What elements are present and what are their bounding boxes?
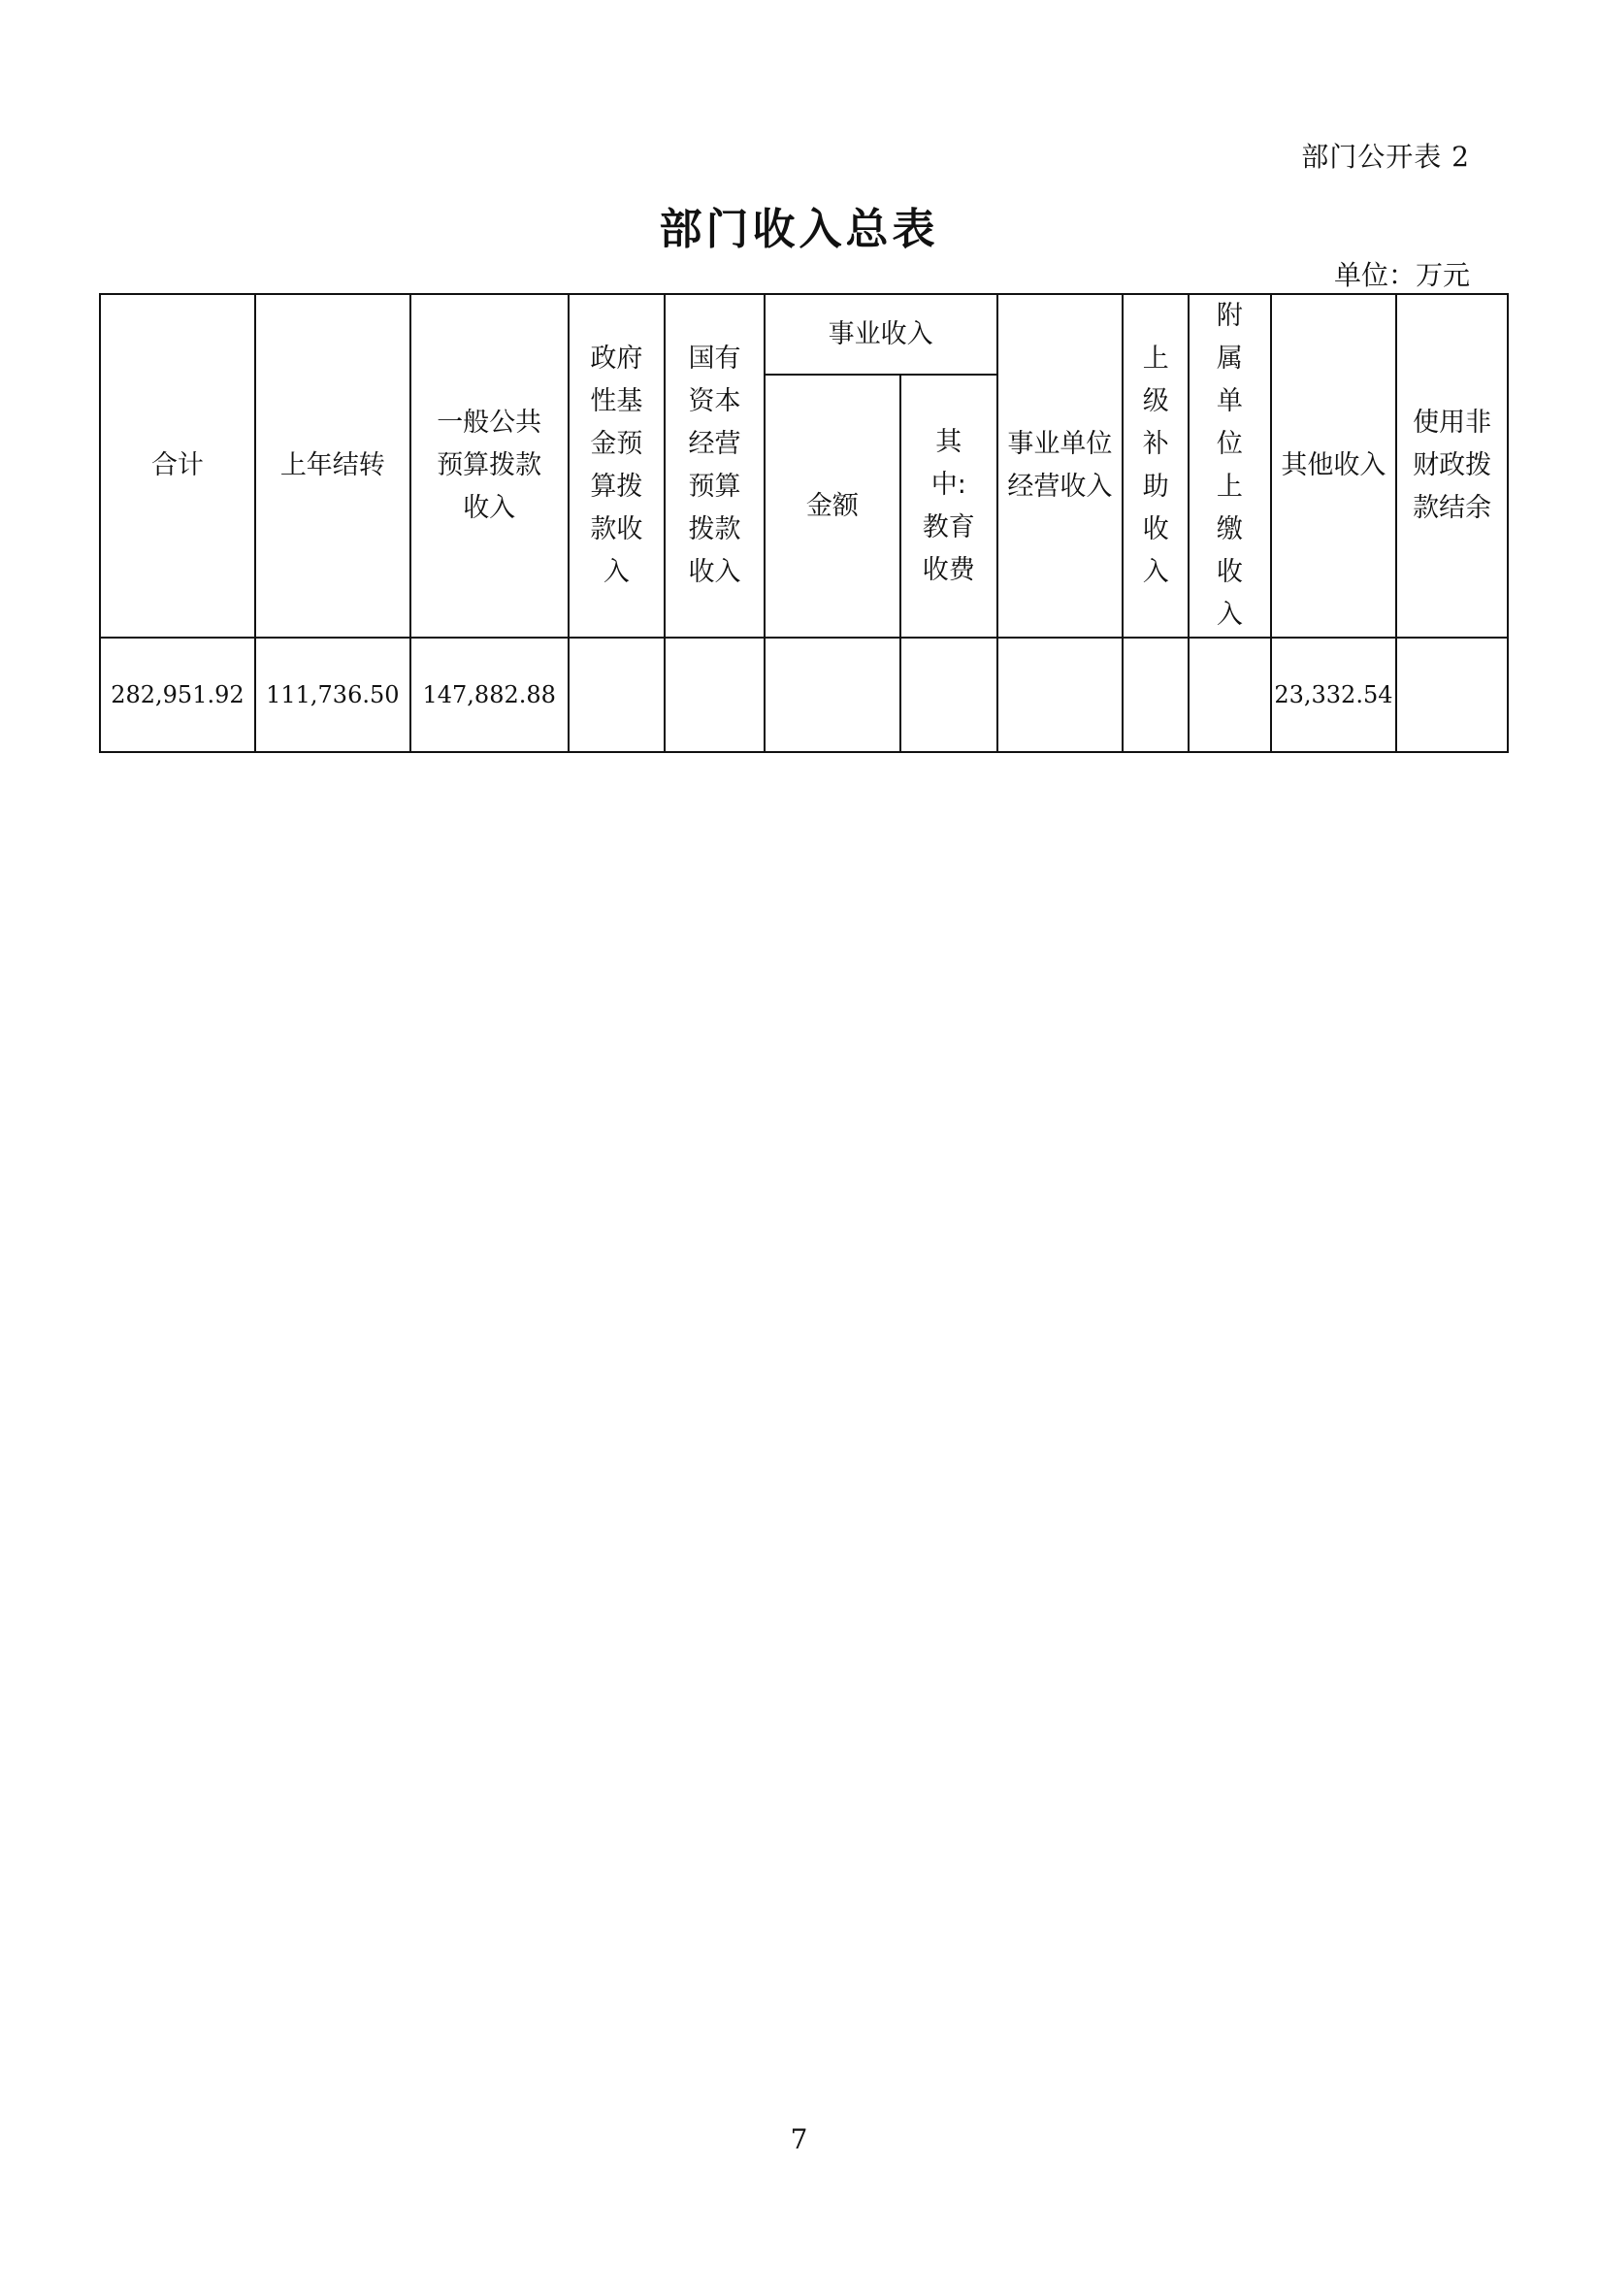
cell-total: 282,951.92 [100, 638, 255, 752]
header-superior-subsidy: 上级补助收入 [1123, 294, 1189, 638]
form-code: 部门公开表 2 [1301, 141, 1470, 173]
header-public-service-operating: 事业单位经营收入 [997, 294, 1124, 638]
cell-ps-education [900, 638, 997, 752]
header-ps-education-fee: 其中:教育收费 [900, 375, 997, 638]
header-ps-amount: 金额 [765, 375, 900, 638]
cell-public-service-operating [997, 638, 1124, 752]
unit-label: 单位：万元 [1333, 259, 1470, 291]
cell-subordinate-turnover [1189, 638, 1270, 752]
header-subordinate-turnover: 附属单位上缴收入 [1189, 294, 1270, 638]
header-state-capital: 国有资本经营预算拨款收入 [665, 294, 765, 638]
cell-general-budget: 147,882.88 [410, 638, 569, 752]
cell-state-capital [665, 638, 765, 752]
cell-other-income: 23,332.54 [1271, 638, 1397, 752]
cell-carryover: 111,736.50 [255, 638, 410, 752]
header-gov-fund: 政府性基金预算拨款收入 [569, 294, 666, 638]
header-general-budget: 一般公共预算拨款收入 [410, 294, 569, 638]
cell-ps-amount [765, 638, 900, 752]
header-total: 合计 [100, 294, 255, 638]
cell-superior-subsidy [1123, 638, 1189, 752]
header-other-income: 其他收入 [1271, 294, 1397, 638]
cell-gov-fund [569, 638, 666, 752]
income-summary-table [99, 293, 1509, 753]
header-non-fiscal-balance: 使用非财政拨款结余 [1396, 294, 1508, 638]
page-title: 部门收入总表 [659, 205, 939, 254]
header-public-service-income: 事业收入 [765, 294, 997, 375]
cell-non-fiscal-balance [1396, 638, 1508, 752]
header-carryover: 上年结转 [255, 294, 410, 638]
table-row [100, 638, 1508, 752]
page-number: 7 [790, 2123, 808, 2155]
